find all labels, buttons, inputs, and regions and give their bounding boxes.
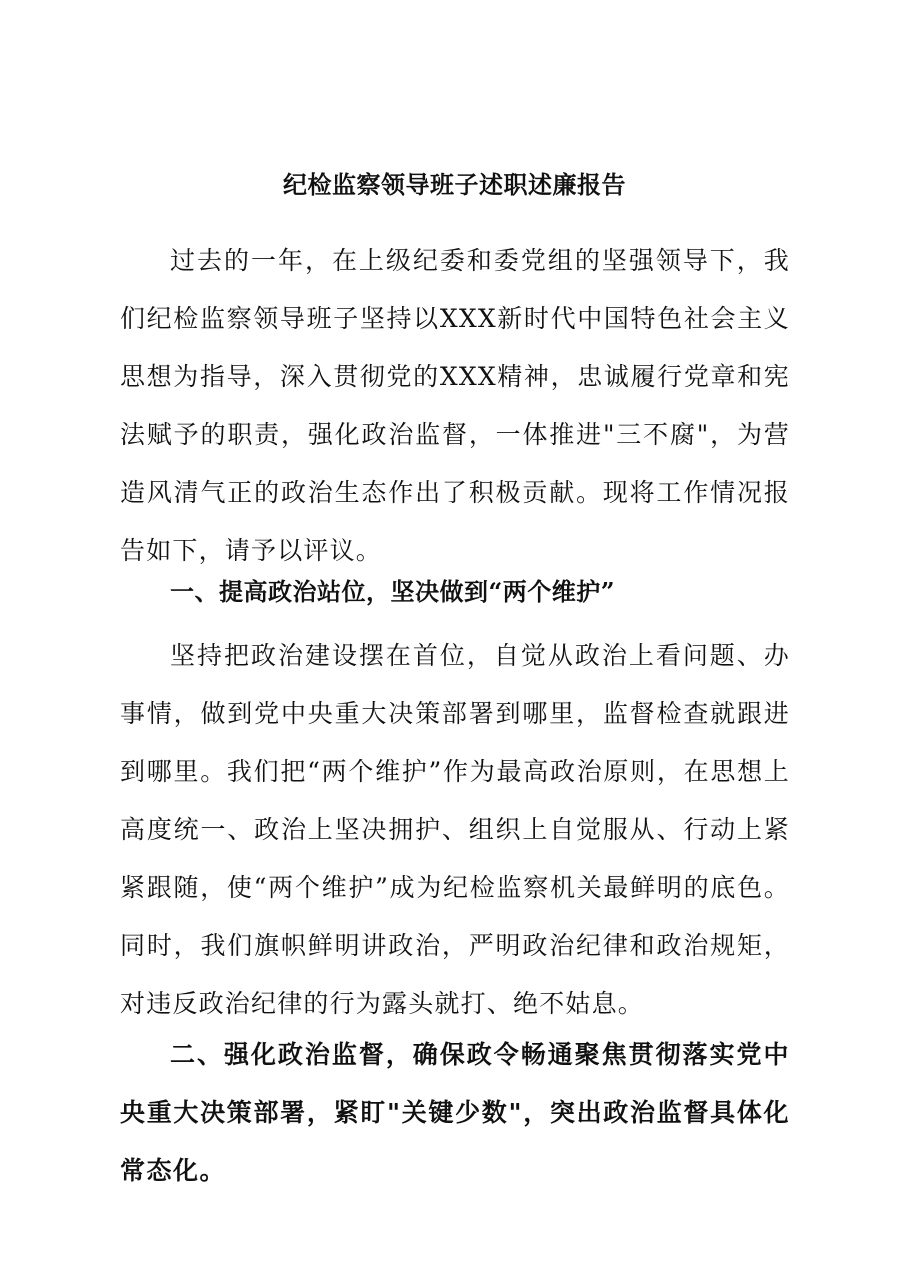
section-body-1: 坚持把政治建设摆在首位，自觉从政治上看问题、办事情，做到党中央重大决策部署到哪里，监督检查就跟进到哪里。我们把“两个维护”作为最高政治原则，在思想上高度统一、政治上坚决拥护、组织上自觉服从、行动上紧紧跟随，使“两个维护”成为纪检监察机关最鲜明的底色。同时，我们旗帜鲜明讲政治，严明政治纪律和政治规矩，对违反政治纪律的行为露头就打、绝不姑息。 (120, 641, 790, 1018)
intro-paragraph: 过去的一年，在上级纪委和委党组的坚强领导下，我们纪检监察领导班子坚持以XXX新时代中国特色社会主义思想为指导，深入贯彻党的XXX精神，忠诚履行党章和宪法赋予的职责，强化政治监督，一体推进"三不腐"，为营造风清气正的政治生态作出了积极贡献。现将工作情况报告如下，请予以评议。 (120, 246, 790, 565)
section-heading-2: 二、强化政治监督，确保政令畅通聚焦贯彻落实党中央重大决策部署，紧盯"关键少数"，突出政治监督具体化常态化。 (120, 1040, 790, 1185)
section-heading-1: 一、提高政治站位，坚决做到“两个维护” (170, 577, 616, 606)
document-title: 纪检监察领导班子述职述廉报告 (283, 170, 626, 199)
